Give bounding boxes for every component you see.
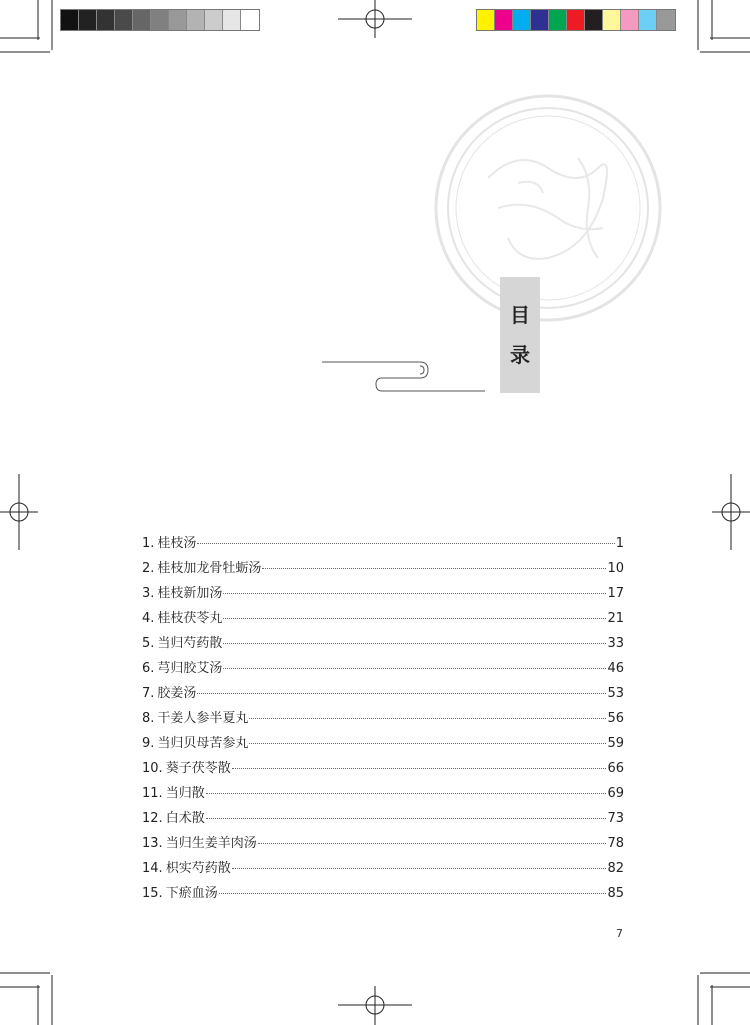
- color-swatch: [603, 10, 621, 30]
- scroll-ornament-icon: [320, 358, 490, 398]
- toc-entry-number: 14.: [142, 861, 163, 876]
- toc-entry[interactable]: [142, 757, 624, 782]
- toc-entry-title: 桂枝茯苓丸: [157, 611, 223, 626]
- color-swatch: [477, 10, 495, 30]
- toc-leader-dots: [206, 792, 607, 794]
- toc-entry[interactable]: [142, 632, 624, 657]
- toc-entry-page: 56: [607, 711, 624, 726]
- toc-leader-dots: [223, 592, 606, 594]
- toc-entry[interactable]: [142, 682, 624, 707]
- toc-entry-page: 85: [607, 886, 624, 901]
- color-swatch: [97, 10, 115, 30]
- color-swatch: [585, 10, 603, 30]
- color-calibration-bar: [476, 9, 676, 31]
- toc-entry-page: 21: [607, 611, 624, 626]
- toc-entry[interactable]: [142, 582, 624, 607]
- toc-entry-number: 6.: [142, 661, 155, 676]
- color-swatch: [513, 10, 531, 30]
- toc-entry-page: 78: [607, 836, 624, 851]
- toc-leader-dots: [262, 567, 606, 569]
- color-swatch: [205, 10, 223, 30]
- toc-entry-page: 53: [607, 686, 624, 701]
- color-swatch: [151, 10, 169, 30]
- toc-entry-number: 7.: [142, 686, 155, 701]
- toc-entry-title: 胶姜汤: [157, 686, 197, 701]
- color-swatch: [531, 10, 549, 30]
- toc-entry-title: 干姜人参半夏丸: [157, 711, 249, 726]
- color-swatch: [169, 10, 187, 30]
- toc-entry[interactable]: [142, 607, 624, 632]
- toc-entry-number: 4.: [142, 611, 155, 626]
- toc-entry[interactable]: [142, 657, 624, 682]
- toc-entry-number: 13.: [142, 836, 163, 851]
- phoenix-emblem-icon: [428, 88, 668, 328]
- color-swatch: [223, 10, 241, 30]
- toc-leader-dots: [258, 842, 607, 844]
- toc-entry[interactable]: [142, 557, 624, 582]
- toc-entry-title: 当归芍药散: [157, 636, 223, 651]
- color-swatch: [549, 10, 567, 30]
- toc-entry-number: 2.: [142, 561, 155, 576]
- registration-mark-icon: [0, 474, 38, 550]
- table-of-contents: [142, 532, 624, 907]
- toc-entry-number: 3.: [142, 586, 155, 601]
- color-swatch: [79, 10, 97, 30]
- toc-entry-number: 9.: [142, 736, 155, 751]
- color-swatch: [61, 10, 79, 30]
- toc-entry-title: 桂枝新加汤: [157, 586, 223, 601]
- toc-entry-page: 1: [615, 536, 624, 551]
- toc-entry-title: 葵子茯苓散: [165, 761, 231, 776]
- toc-leader-dots: [197, 542, 614, 544]
- registration-mark-icon: [712, 474, 750, 550]
- color-swatch: [115, 10, 133, 30]
- toc-entry-page: 17: [607, 586, 624, 601]
- grayscale-calibration-bar: [60, 9, 260, 31]
- page-title: [500, 277, 540, 393]
- toc-entry-title: 白术散: [165, 811, 205, 826]
- toc-entry-number: 10.: [142, 761, 163, 776]
- toc-entry-title: 桂枝加龙骨牡蛎汤: [157, 561, 262, 576]
- toc-entry[interactable]: [142, 832, 624, 857]
- toc-entry[interactable]: [142, 857, 624, 882]
- toc-leader-dots: [219, 892, 607, 894]
- toc-entry-title: 桂枝汤: [157, 536, 197, 551]
- toc-entry-page: 82: [607, 861, 624, 876]
- toc-entry-title: 当归贝母苦参丸: [157, 736, 249, 751]
- toc-entry-title: 当归生姜羊肉汤: [165, 836, 257, 851]
- registration-mark-icon: [338, 986, 412, 1025]
- toc-entry-title: 下瘀血汤: [165, 886, 218, 901]
- toc-entry-page: 69: [607, 786, 624, 801]
- toc-leader-dots: [249, 717, 606, 719]
- toc-entry-page: 66: [607, 761, 624, 776]
- toc-leader-dots: [223, 617, 606, 619]
- toc-leader-dots: [249, 742, 606, 744]
- color-swatch: [241, 10, 259, 30]
- color-swatch: [621, 10, 639, 30]
- toc-entry-number: 12.: [142, 811, 163, 826]
- toc-leader-dots: [197, 692, 606, 694]
- color-swatch: [657, 10, 675, 30]
- toc-entry-page: 46: [607, 661, 624, 676]
- toc-entry-title: 芎归胶艾汤: [157, 661, 223, 676]
- color-swatch: [187, 10, 205, 30]
- title-char: 录: [510, 343, 530, 367]
- toc-entry-title: 枳实芍药散: [165, 861, 231, 876]
- registration-mark-icon: [338, 0, 412, 38]
- toc-leader-dots: [232, 767, 607, 769]
- toc-entry[interactable]: [142, 807, 624, 832]
- color-swatch: [133, 10, 151, 30]
- toc-leader-dots: [206, 817, 607, 819]
- toc-entry-page: 59: [607, 736, 624, 751]
- title-char: 目: [510, 303, 530, 327]
- toc-entry[interactable]: [142, 532, 624, 557]
- toc-entry[interactable]: [142, 707, 624, 732]
- toc-entry-number: 11.: [142, 786, 163, 801]
- toc-entry-number: 5.: [142, 636, 155, 651]
- toc-entry-page: 33: [607, 636, 624, 651]
- toc-entry-title: 当归散: [165, 786, 205, 801]
- toc-entry-number: 1.: [142, 536, 155, 551]
- toc-entry-page: 10: [607, 561, 624, 576]
- toc-entry-number: 15.: [142, 886, 163, 901]
- color-swatch: [567, 10, 585, 30]
- toc-leader-dots: [223, 642, 606, 644]
- toc-entry[interactable]: [142, 882, 624, 907]
- toc-leader-dots: [223, 667, 606, 669]
- toc-leader-dots: [232, 867, 607, 869]
- color-swatch: [495, 10, 513, 30]
- toc-entry[interactable]: [142, 732, 624, 757]
- toc-entry[interactable]: [142, 782, 624, 807]
- toc-entry-number: 8.: [142, 711, 155, 726]
- toc-entry-page: 73: [607, 811, 624, 826]
- color-swatch: [639, 10, 657, 30]
- page-number: 7: [616, 927, 623, 940]
